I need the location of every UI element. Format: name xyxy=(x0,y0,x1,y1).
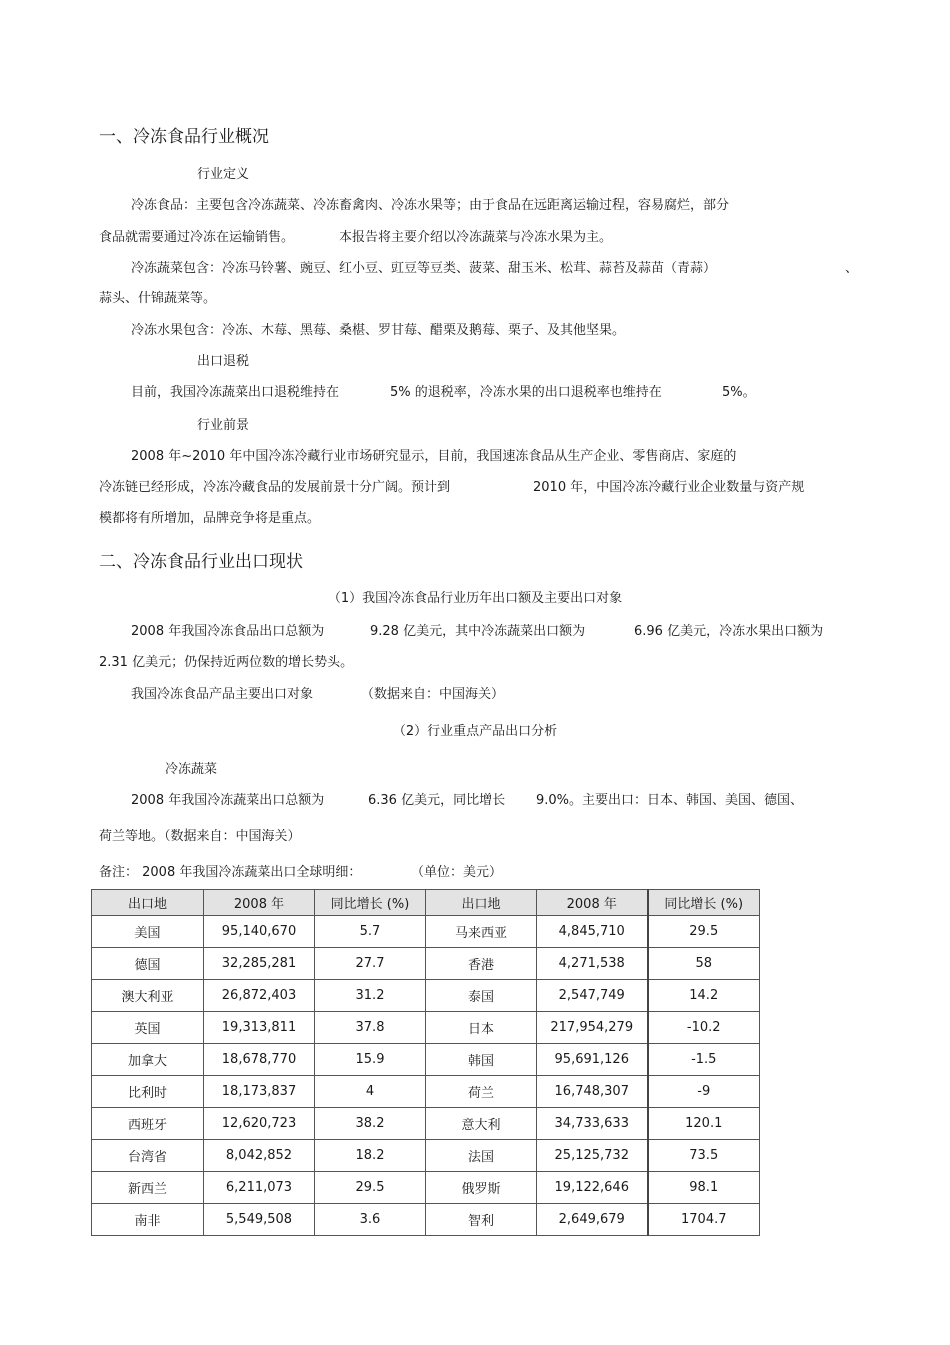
cell-destination: 韩国 xyxy=(426,1044,537,1076)
cell-destination: 比利时 xyxy=(92,1076,204,1108)
cell-destination: 加拿大 xyxy=(92,1044,204,1076)
definition-heading: 行业定义 xyxy=(197,167,250,182)
header-2008: 2008 年 xyxy=(204,890,315,916)
cell-growth: 98.1 xyxy=(648,1172,760,1204)
cell-value: 95,691,126 xyxy=(537,1044,648,1076)
outlook-heading: 行业前景 xyxy=(197,418,250,433)
cell-destination: 新西兰 xyxy=(92,1172,204,1204)
cell-value: 2,547,749 xyxy=(537,980,648,1012)
definition-line2b: 本报告将主要介绍以冷冻蔬菜与冷冻水果为主。 xyxy=(339,230,613,245)
cell-growth: 58 xyxy=(648,948,760,980)
cell-growth: 29.5 xyxy=(648,916,760,948)
cell-growth: 73.5 xyxy=(648,1140,760,1172)
cell-growth: 38.2 xyxy=(315,1108,426,1140)
header-growth: 同比增长 (%) xyxy=(648,890,760,916)
cell-destination: 澳大利亚 xyxy=(92,980,204,1012)
cell-value: 18,173,837 xyxy=(204,1076,315,1108)
outlook-line2b: 2010 年，中国冷冻冷藏行业企业数量与资产规 xyxy=(533,480,805,495)
cell-destination: 马来西亚 xyxy=(426,916,537,948)
export-targets-source: （数据来自：中国海关） xyxy=(361,687,505,702)
cell-value: 95,140,670 xyxy=(204,916,315,948)
cell-destination: 德国 xyxy=(92,948,204,980)
exports-line1b: 9.28 亿美元，其中冷冻蔬菜出口额为 xyxy=(370,624,586,639)
section2-title: 二、冷冻食品行业出口现状 xyxy=(99,552,303,572)
tax-line-c: 5%。 xyxy=(722,385,756,400)
cell-destination: 荷兰 xyxy=(426,1076,537,1108)
tax-line-a: 目前，我国冷冻蔬菜出口退税维持在 xyxy=(131,385,340,400)
cell-value: 34,733,633 xyxy=(537,1108,648,1140)
cell-growth: -9 xyxy=(648,1076,760,1108)
fruits-line: 冷冻水果包含：冷冻、木莓、黑莓、桑椹、罗甘莓、醋栗及鹅莓、栗子、及其他坚果。 xyxy=(131,323,626,338)
header-2008: 2008 年 xyxy=(537,890,648,916)
cell-destination: 日本 xyxy=(426,1012,537,1044)
cell-growth: 1704.7 xyxy=(648,1204,760,1236)
cell-value: 19,313,811 xyxy=(204,1012,315,1044)
cell-growth: 120.1 xyxy=(648,1108,760,1140)
subsection1-heading: （1）我国冷冻食品行业历年出口额及主要出口对象 xyxy=(327,591,623,606)
vegetables-line1: 冷冻蔬菜包含：冷冻马铃薯、豌豆、红小豆、豇豆等豆类、菠菜、甜玉米、松茸、蒜苔及蒜苗（青蒜） xyxy=(131,261,717,276)
section1-title: 一、冷冻食品行业概况 xyxy=(99,127,269,147)
cell-destination: 西班牙 xyxy=(92,1108,204,1140)
cell-growth: 37.8 xyxy=(315,1012,426,1044)
cell-growth: 15.9 xyxy=(315,1044,426,1076)
outlook-line2a: 冷冻链已经形成，冷冻冷藏食品的发展前景十分广阔。预计到 xyxy=(99,480,451,495)
cell-destination: 俄罗斯 xyxy=(426,1172,537,1204)
cell-value: 32,285,281 xyxy=(204,948,315,980)
cell-destination: 意大利 xyxy=(426,1108,537,1140)
subsection2-heading: （2）行业重点产品出口分析 xyxy=(392,724,558,739)
table-row xyxy=(92,1076,760,1108)
cell-value: 8,042,852 xyxy=(204,1140,315,1172)
table-row xyxy=(92,980,760,1012)
vegetables-line2: 蒜头、什锦蔬菜等。 xyxy=(99,291,217,306)
cell-value: 6,211,073 xyxy=(204,1172,315,1204)
cell-destination: 英国 xyxy=(92,1012,204,1044)
cell-destination: 香港 xyxy=(426,948,537,980)
cell-value: 2,649,679 xyxy=(537,1204,648,1236)
vegetables-line1-end: 、 xyxy=(845,261,859,276)
table-row xyxy=(92,1172,760,1204)
cell-growth: 14.2 xyxy=(648,980,760,1012)
veg-exports-line1a: 2008 年我国冷冻蔬菜出口总额为 xyxy=(131,793,325,808)
cell-value: 19,122,646 xyxy=(537,1172,648,1204)
exports-line1c: 6.96 亿美元，冷冻水果出口额为 xyxy=(634,624,824,639)
cell-value: 217,954,279 xyxy=(537,1012,648,1044)
table-row xyxy=(92,1204,760,1236)
table-row xyxy=(92,1108,760,1140)
table-row xyxy=(92,1140,760,1172)
tax-heading: 出口退税 xyxy=(197,354,250,369)
cell-growth: -1.5 xyxy=(648,1044,760,1076)
cell-growth: 18.2 xyxy=(315,1140,426,1172)
export-targets-line: 我国冷冻食品产品主要出口对象 xyxy=(131,687,314,702)
veg-exports-line1b: 6.36 亿美元，同比增长 xyxy=(368,793,506,808)
cell-value: 5,549,508 xyxy=(204,1204,315,1236)
exports-line1a: 2008 年我国冷冻食品出口总额为 xyxy=(131,624,325,639)
cell-value: 26,872,403 xyxy=(204,980,315,1012)
table-note-unit: （单位：美元） xyxy=(411,865,503,880)
outlook-line3: 模都将有所增加，品牌竞争将是重点。 xyxy=(99,511,321,526)
exports-line2: 2.31 亿美元；仍保持近两位数的增长势头。 xyxy=(99,655,354,670)
cell-destination: 南非 xyxy=(92,1204,204,1236)
cell-value: 4,271,538 xyxy=(537,948,648,980)
cell-value: 18,678,770 xyxy=(204,1044,315,1076)
cell-growth: 4 xyxy=(315,1076,426,1108)
table-note: 备注： 2008 年我国冷冻蔬菜出口全球明细： xyxy=(99,865,362,880)
cell-value: 4,845,710 xyxy=(537,916,648,948)
cell-growth: 3.6 xyxy=(315,1204,426,1236)
cell-destination: 法国 xyxy=(426,1140,537,1172)
table-row xyxy=(92,1012,760,1044)
cell-destination: 美国 xyxy=(92,916,204,948)
cell-growth: 27.7 xyxy=(315,948,426,980)
cell-value: 12,620,723 xyxy=(204,1108,315,1140)
table-header-row xyxy=(92,890,760,916)
cell-destination: 台湾省 xyxy=(92,1140,204,1172)
cell-value: 16,748,307 xyxy=(537,1076,648,1108)
cell-growth: 5.7 xyxy=(315,916,426,948)
header-destination: 出口地 xyxy=(426,890,537,916)
cell-growth: 31.2 xyxy=(315,980,426,1012)
cell-destination: 泰国 xyxy=(426,980,537,1012)
frozen-vegetables-heading: 冷冻蔬菜 xyxy=(165,762,218,777)
outlook-line1: 2008 年~2010 年中国冷冻冷藏行业市场研究显示，目前，我国速冻食品从生产企业、零售商店、家庭的 xyxy=(131,449,737,464)
cell-growth: -10.2 xyxy=(648,1012,760,1044)
table-row xyxy=(92,1044,760,1076)
veg-exports-line2: 荷兰等地。（数据来自：中国海关） xyxy=(99,829,301,844)
header-destination: 出口地 xyxy=(92,890,204,916)
cell-destination: 智利 xyxy=(426,1204,537,1236)
definition-line2a: 食品就需要通过冷冻在运输销售。 xyxy=(99,230,295,245)
veg-exports-line1c: 9.0%。主要出口：日本、韩国、美国、德国、 xyxy=(536,793,804,808)
table-row xyxy=(92,948,760,980)
definition-line1: 冷冻食品：主要包含冷冻蔬菜、冷冻畜禽肉、冷冻水果等；由于食品在远距离运输过程，容易腐烂，部分 xyxy=(131,198,730,213)
cell-growth: 29.5 xyxy=(315,1172,426,1204)
tax-line-b: 5% 的退税率，冷冻水果的出口退税率也维持在 xyxy=(390,385,662,400)
export-details-table xyxy=(91,889,760,1236)
header-growth: 同比增长 (%) xyxy=(315,890,426,916)
cell-value: 25,125,732 xyxy=(537,1140,648,1172)
table-row xyxy=(92,916,760,948)
